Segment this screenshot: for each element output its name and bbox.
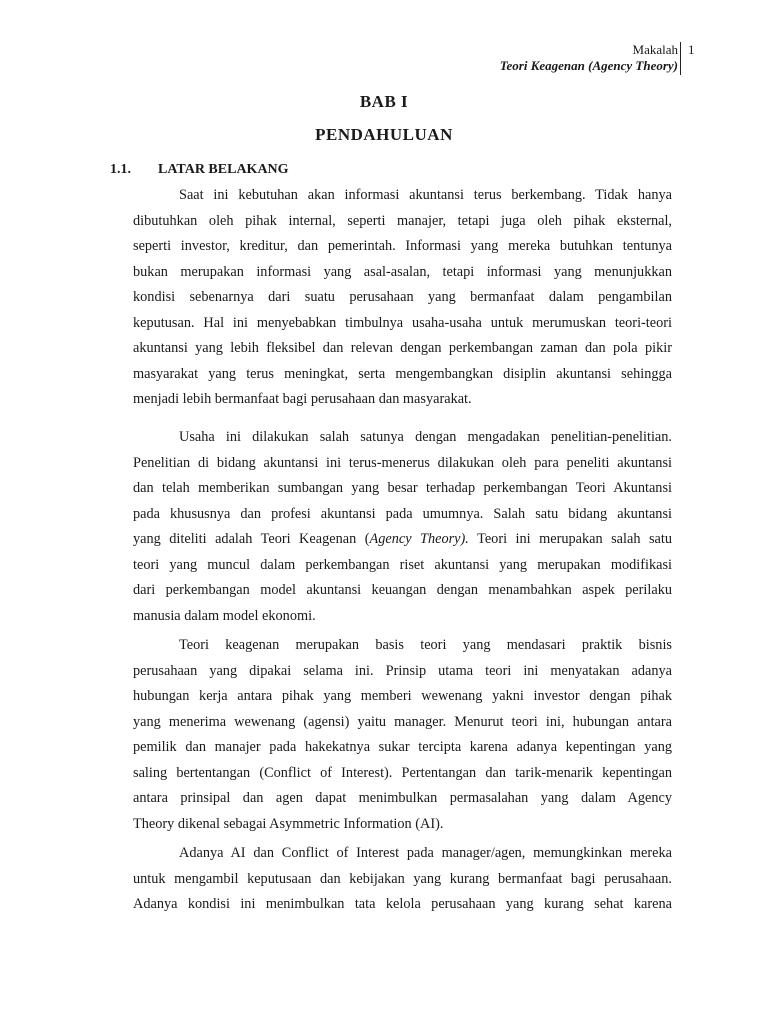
- text-line: dibutuhkan oleh pihak internal, seperti manajer, tetapi juga oleh pihak eksternal,: [133, 212, 672, 229]
- text-line: pemilik dan manajer pada hakekatnya sukar tercipta karena adanya kepentingan yang: [133, 739, 672, 755]
- text-line: akuntansi yang lebih fleksibel dan relevan dengan perkembangan zaman dan pola pikir: [133, 340, 672, 356]
- text-line: seperti investor, kreditur, dan pemerintah. Informasi yang mereka butuhkan tentunya: [133, 238, 672, 254]
- text-line: kondisi sebenarnya dari suatu perusahaan yang bermanfaat dalam pengambilan: [133, 289, 672, 305]
- text-line: Penelitian di bidang akuntansi ini terus-menerus dilakukan oleh para peneliti akuntansi: [133, 454, 672, 471]
- text-line: [133, 529, 672, 549]
- text-line: perusahaan yang dipakai selama ini. Prinsip utama teori ini menyatakan adanya: [133, 662, 672, 679]
- text-segment: yang diteliti adalah Teori Keagenan (: [133, 531, 370, 547]
- text-line: menjadi lebih bermanfaat bagi perusahaan dan masyarakat.: [133, 391, 472, 407]
- text-line: pada khususnya dan profesi akuntansi pada umumnya. Salah satu bidang akuntansi: [133, 505, 672, 522]
- text-line: untuk mengambil keputusaan dan kebijakan yang kurang bermanfaat bagi perusahaan.: [133, 870, 672, 887]
- text-line: dari perkembangan model akuntansi keuangan dengan menambahkan aspek perilaku: [133, 582, 672, 598]
- text-line: manusia dalam model ekonomi.: [133, 607, 316, 624]
- chapter-title: PENDAHULUAN: [315, 125, 453, 144]
- text-line: Theory dikenal sebagai Asymmetric Information (AI).: [133, 815, 444, 832]
- text-line: Usaha ini dilakukan salah satunya dengan mengadakan penelitian-penelitian.: [179, 429, 672, 445]
- text-line: masyarakat yang terus meningkat, serta mengembangkan disiplin akuntansi sehingga: [133, 365, 672, 382]
- header-divider: [680, 42, 681, 75]
- header-label: Makalah: [632, 42, 678, 57]
- section-number: 1.1.: [110, 162, 131, 177]
- text-line: Adanya kondisi ini menimbulkan tata kelola perusahaan yang kurang sehat karena: [133, 896, 672, 912]
- text-line: hubungan kerja antara pihak yang memberi wewenang yakni investor dengan pihak: [133, 688, 672, 704]
- text-line: Teori keagenan merupakan basis teori yang mendasari praktik bisnis: [179, 637, 672, 653]
- page-number: 1: [688, 42, 695, 57]
- header-subtitle: Teori Keagenan (Agency Theory): [499, 58, 678, 73]
- text-line: Saat ini kebutuhan akan informasi akuntansi terus berkembang. Tidak hanya: [179, 187, 672, 203]
- text-line: keputusan. Hal ini menyebabkan timbulnya usaha-usaha untuk merumuskan teori-teori: [133, 314, 672, 331]
- chapter-heading: BAB I: [359, 92, 409, 111]
- text-line: bukan merupakan informasi yang asal-asalan, tetapi informasi yang menunjukkan: [133, 263, 672, 280]
- text-line: Adanya AI dan Conflict of Interest pada manager/agen, memungkinkan mereka: [179, 845, 672, 861]
- text-line: yang menerima wewenang (agensi) yaitu manager. Menurut teori ini, hubungan antara: [133, 713, 672, 730]
- text-segment: Teori ini merupakan salah satu: [468, 531, 672, 547]
- text-line: dan telah memberikan sumbangan yang besar terhadap perkembangan Teori Akuntansi: [133, 480, 672, 496]
- text-segment: Agency Theory).: [369, 531, 469, 547]
- text-line: antara prinsipal dan agen dapat menimbulkan permasalahan yang dalam Agency: [133, 790, 672, 806]
- text-line: teori yang muncul dalam perkembangan riset akuntansi yang merupakan modifikasi: [133, 556, 672, 573]
- section-title: LATAR BELAKANG: [158, 162, 289, 177]
- text-line: saling bertentangan (Conflict of Interest). Pertentangan dan tarik-menarik kepentingan: [133, 764, 672, 781]
